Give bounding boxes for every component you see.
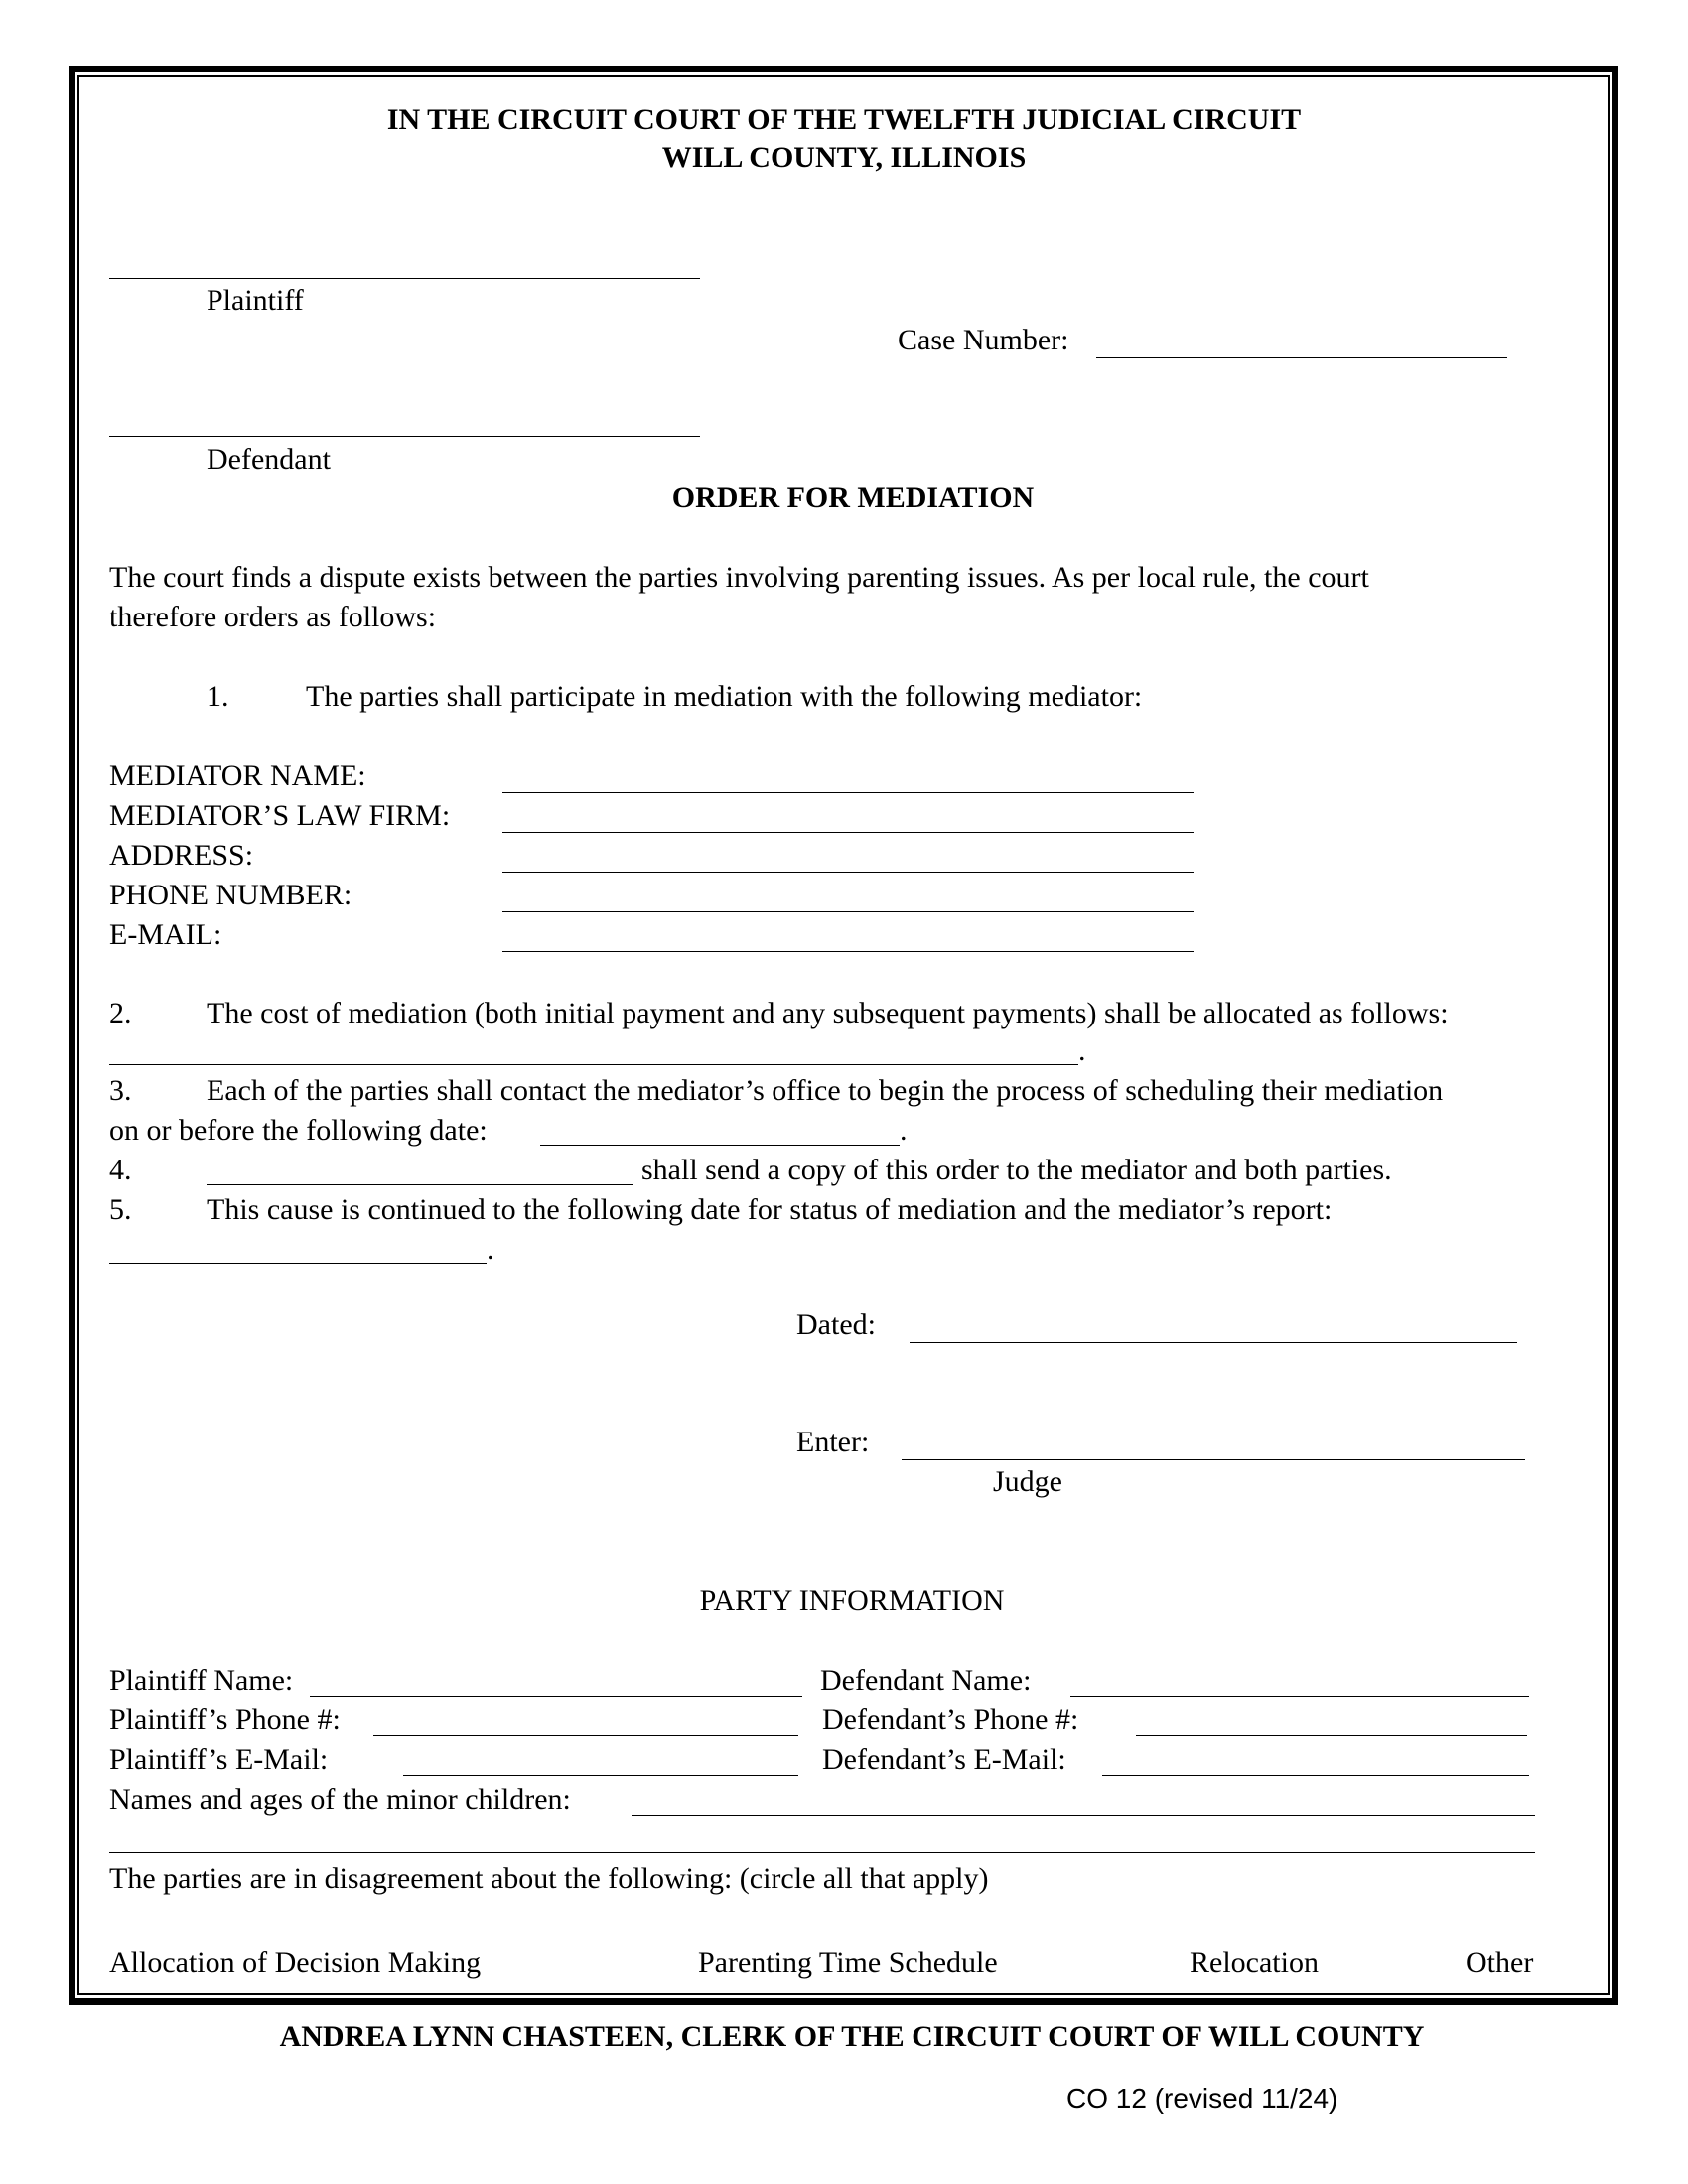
- item-2-number: 2.: [109, 997, 132, 1029]
- item-2-period: .: [1078, 1034, 1086, 1067]
- option-parenting-time[interactable]: Parenting Time Schedule: [698, 1946, 998, 1979]
- disagreement-text: The parties are in disagreement about the following: (circle all that apply): [109, 1862, 989, 1895]
- defendant-email-label: Defendant’s E-Mail:: [822, 1743, 1066, 1776]
- item-3-text: Each of the parties shall contact the mediator’s office to begin the process of scheduling their mediation: [207, 1074, 1444, 1107]
- mediator-phone-label: PHONE NUMBER:: [109, 879, 352, 911]
- sender-line[interactable]: [207, 1184, 633, 1185]
- mediator-address-line[interactable]: [502, 872, 1194, 873]
- plaintiff-email-label: Plaintiff’s E-Mail:: [109, 1743, 329, 1776]
- children-label: Names and ages of the minor children:: [109, 1783, 571, 1816]
- mediator-name-label: MEDIATOR NAME:: [109, 759, 366, 792]
- order-title: ORDER FOR MEDIATION: [671, 481, 1035, 514]
- children-line[interactable]: [632, 1815, 1535, 1816]
- mediator-address-label: ADDRESS:: [109, 839, 254, 872]
- clerk-line: ANDREA LYNN CHASTEEN, CLERK OF THE CIRCUIT COURT OF WILL COUNTY: [279, 2020, 1425, 2053]
- mediator-name-line[interactable]: [502, 792, 1194, 793]
- judge-label: Judge: [993, 1465, 1062, 1498]
- defendant-phone-line[interactable]: [1136, 1735, 1527, 1736]
- mediator-phone-line[interactable]: [502, 911, 1194, 912]
- county-heading: WILL COUNTY, ILLINOIS: [661, 141, 1027, 174]
- item-3-number: 3.: [109, 1074, 132, 1107]
- cost-allocation-line[interactable]: [109, 1064, 1078, 1065]
- item-4-text: shall send a copy of this order to the mediator and both parties.: [641, 1154, 1392, 1186]
- item-4-number: 4.: [109, 1154, 132, 1186]
- mediation-date-line[interactable]: [540, 1145, 900, 1146]
- option-relocation[interactable]: Relocation: [1190, 1946, 1319, 1979]
- dated-label: Dated:: [796, 1308, 876, 1341]
- plaintiff-name-label: Plaintiff Name:: [109, 1664, 294, 1697]
- defendant-email-line[interactable]: [1102, 1775, 1529, 1776]
- defendant-label: Defendant: [207, 443, 331, 476]
- case-number-line[interactable]: [1096, 357, 1507, 358]
- intro-line-1: The court finds a dispute exists between the parties involving parenting issues. As per local rule, the court: [109, 561, 1369, 594]
- item-2-text: The cost of mediation (both initial payment and any subsequent payments) shall be allocated as follows:: [207, 997, 1449, 1029]
- intro-line-2: therefore orders as follows:: [109, 601, 437, 633]
- option-decision-making[interactable]: Allocation of Decision Making: [109, 1946, 482, 1979]
- plaintiff-label: Plaintiff: [207, 284, 304, 317]
- item-3-line-2: on or before the following date:: [109, 1114, 488, 1147]
- mediator-firm-line[interactable]: [502, 832, 1194, 833]
- item-5-period: .: [487, 1233, 494, 1266]
- plaintiff-email-line[interactable]: [403, 1775, 798, 1776]
- item-5-text: This cause is continued to the following date for status of mediation and the mediator’s report:: [207, 1193, 1333, 1226]
- party-info-heading: PARTY INFORMATION: [699, 1584, 1005, 1617]
- item-1-number: 1.: [207, 680, 229, 713]
- mediator-firm-label: MEDIATOR’S LAW FIRM:: [109, 799, 451, 832]
- item-5-number: 5.: [109, 1193, 132, 1226]
- plaintiff-name-line[interactable]: [310, 1696, 802, 1697]
- dated-line[interactable]: [910, 1342, 1517, 1343]
- enter-label: Enter:: [796, 1426, 870, 1458]
- defendant-line[interactable]: [109, 436, 700, 437]
- court-heading: IN THE CIRCUIT COURT OF THE TWELFTH JUDICIAL CIRCUIT: [386, 103, 1302, 136]
- children-line-2[interactable]: [109, 1852, 1535, 1853]
- form-id: CO 12 (revised 11/24): [1066, 2083, 1338, 2114]
- judge-signature-line[interactable]: [902, 1459, 1525, 1460]
- mediator-email-line[interactable]: [502, 951, 1194, 952]
- plaintiff-phone-line[interactable]: [373, 1735, 798, 1736]
- defendant-name-label: Defendant Name:: [820, 1664, 1032, 1697]
- defendant-phone-label: Defendant’s Phone #:: [822, 1704, 1079, 1736]
- item-3-period: .: [900, 1114, 908, 1147]
- plaintiff-line[interactable]: [109, 278, 700, 279]
- plaintiff-phone-label: Plaintiff’s Phone #:: [109, 1704, 341, 1736]
- defendant-name-line[interactable]: [1070, 1696, 1529, 1697]
- item-1-text: The parties shall participate in mediation with the following mediator:: [306, 680, 1143, 713]
- option-other[interactable]: Other: [1466, 1946, 1534, 1979]
- status-date-line[interactable]: [109, 1263, 487, 1264]
- mediator-email-label: E-MAIL:: [109, 918, 222, 951]
- case-number-label: Case Number:: [898, 324, 1069, 356]
